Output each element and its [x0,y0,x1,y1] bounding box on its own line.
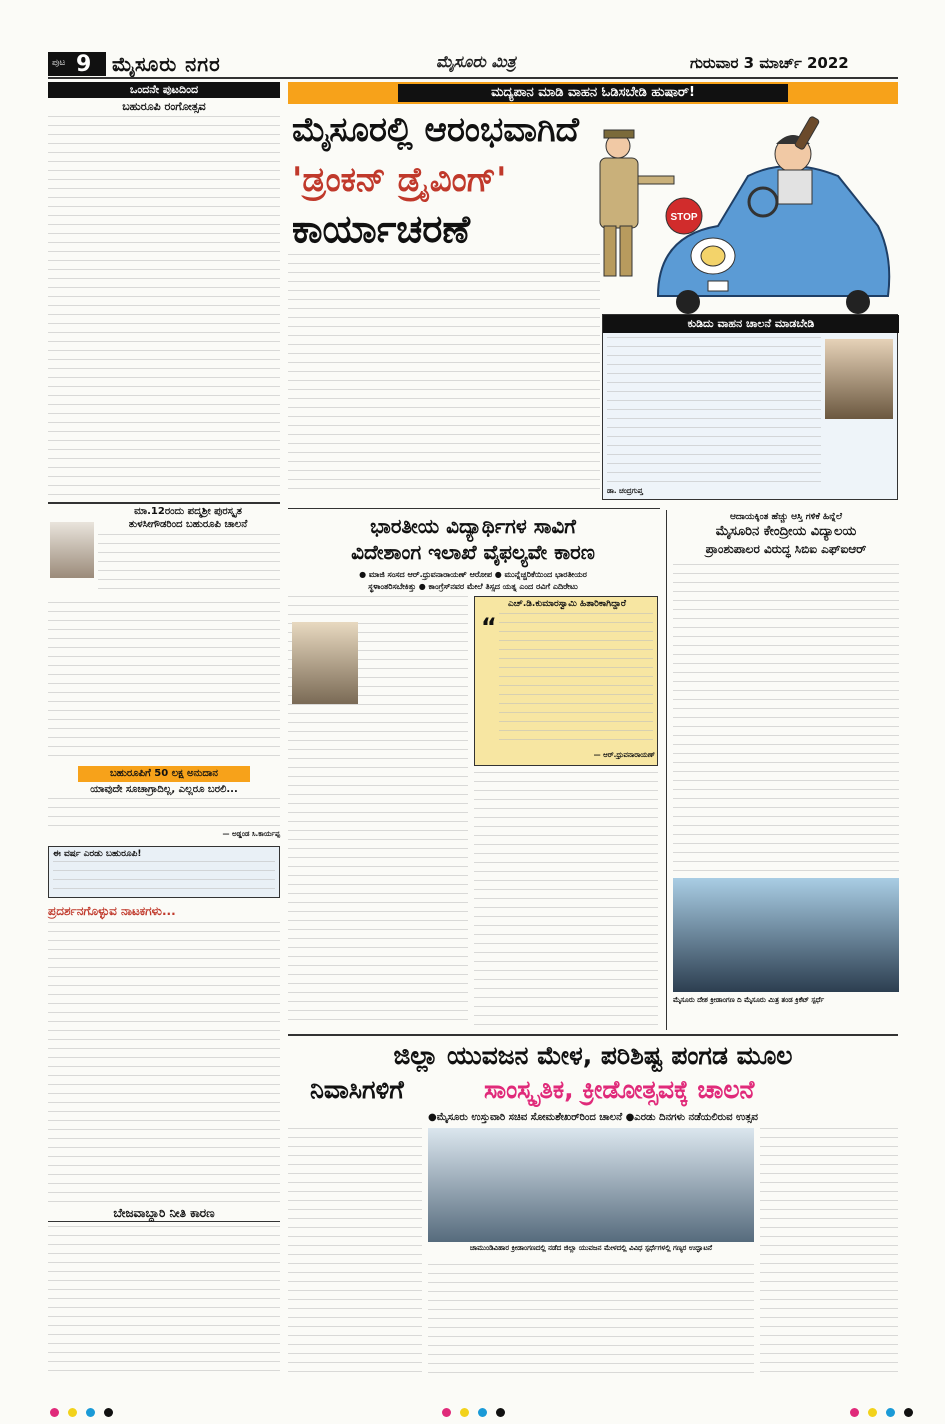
students-deck-1: ● ಮಾಜಿ ಸಂಸದ ಆರ್.ಧ್ರುವನಾರಾಯಣ್ ಆರೋಪ ● ಮುನ್ನೆಚ್ಚರಿಕೆಯಿಂದ ಭಾರತೀಯರ [359,570,587,579]
lead-story [288,82,898,500]
tulasi-box-sub: ತುಳಸೀಗೌಡರಿಂದ ಬಹುರೂಪಿ ಚಾಲನೆ [128,519,248,530]
stop-sign-text: STOP [670,212,698,223]
cbi-headline-2: ಪ್ರಾಂಶುಪಾಲರ ವಿರುದ್ಧ ಸಿಬಿಐ ಎಫ್‌ಐಆರ್ [705,542,867,556]
youth-fest-story [288,1034,898,1382]
issue-date: ಗುರುವಾರ 3 ಮಾರ್ಚ್ 2022 [690,54,849,72]
cricket-photo-caption: ಮೈಸೂರು ದೇಶ ಕ್ರೀಡಾಂಗಣ ದಿ ಮೈಸೂರು ಮಿತ್ರ ತಂಡ ಕ್ರಿಕೆಟ್ ಸ್ಪರ್ಧೆ [673,996,825,1004]
grant-box-credit: — ಅಡ್ಡಂಡ ಸಿ.ಕಾರ್ಯಪ್ಪ [222,830,280,838]
students-story [288,510,658,1030]
youth-body-mid [428,1264,754,1380]
magenta-dot [442,1408,451,1417]
plays-list [48,922,280,1202]
quote-mark-icon: “ [481,613,497,641]
section-name: ಮೈಸೂರು ನಗರ [112,52,221,76]
page-number-badge [48,52,106,76]
dont-drink-box-title: ಕುಡಿದು ವಾಹನ ಚಾಲನೆ ಮಾಡಬೇಡಿ [603,315,899,333]
students-headline-1: ಭಾರತೀಯ ವಿದ್ಯಾರ್ಥಿಗಳ ಸಾವಿಗೆ [370,514,576,538]
grant-box-body [48,798,280,830]
divider-story2 [288,508,660,509]
dont-drink-box-body [607,337,821,487]
lead-kicker [288,82,898,104]
cbi-body [673,564,899,874]
lead-body-left [288,254,600,494]
left-body-2 [48,602,280,762]
kumaraswamy-quote-head: ಎಚ್.ಡಿ.ಕುಮಾರಸ್ವಾಮಿ ಹಿತಾರಿಕಾಗಿದ್ದಾರೆ [507,599,627,609]
masthead [0,0,945,76]
cyan-dot [86,1408,95,1417]
tulasi-gowda-photo [50,522,94,578]
dont-drink-box [602,314,898,500]
chandragupta-caption: ಡಾ. ಚಂದ್ರಗುಪ್ತ [607,487,643,495]
youth-photo-caption: ಚಾಮುಂಡಿವಿಹಾರ ಕ್ರೀಡಾಂಗಣದಲ್ಲಿ ನಡೆದ ಜಿಲ್ಲಾ ಯುವಜನ ಮೇಳದಲ್ಲಿ ವಿವಿಧ ಸ್ಪರ್ಧೆಗಳಲ್ಲಿ ಗಣ್ಯರ ಉದ್ಘಾಟನೆ [469,1244,713,1252]
students-deck-2: ಸ್ಥಳಾಂತರಿಸಬೇಕಿತ್ತು ● ಕಾಂಗ್ರೆಸ್‌ನವರ ಮೇಲೆ ತಿಸ್ಸದ ಯತ್ನ ಎಂದ ರವಿಗೆ ಎದಿರೇಟು [368,582,578,591]
magenta-dot [50,1408,59,1417]
two-bahurupi-title: ಈ ವರ್ಷ ಎರಡು ಬಹುರೂಪಿ! [53,849,142,859]
paper-logo: ಮೈಸೂರು ಮಿತ್ರ [436,52,516,71]
cbi-kicker: ಆದಾಯಕ್ಕಿಂತ ಹೆಚ್ಚು ಆಸ್ತಿ ಗಳಿಕೆ ಹಿನ್ನೆಲೆ [729,512,843,522]
cbi-headline-1: ಮೈಸೂರಿನ ಕೇಂದ್ರೀಯ ವಿದ್ಯಾಲಯ [715,524,857,539]
lead-headline-3: ಕಾರ್ಯಾಚರಣೆ [292,207,471,251]
yellow-dot [460,1408,469,1417]
tulasi-box-title: ಮಾ.12ರಂದು ಪದ್ಮಶ್ರೀ ಪುರಸ್ಕೃತ [134,506,242,517]
continued-banner: ಒಂದನೇ ಪುಟದಿಂದ [48,82,280,98]
lead-headline-2: 'ಡ್ರಂಕನ್ ಡ್ರೈವಿಂಗ್' [292,160,507,200]
lead-headline-1: ಮೈಸೂರಲ್ಲಿ ಆರಂಭವಾಗಿದೆ [292,110,579,150]
cricket-photo [673,878,899,992]
youth-headline-1: ಜಿಲ್ಲಾ ಯುವಜನ ಮೇಳ, ಪರಿಶಿಷ್ಟ ಪಂಗಡ ಮೂಲ [393,1041,793,1070]
registration-marks-center [440,1402,507,1421]
youth-fest-photo [428,1128,754,1242]
black-dot [496,1408,505,1417]
tulasi-box-body [98,534,280,594]
youth-body-right [760,1128,898,1380]
magenta-dot [850,1408,859,1417]
grant-box-title: ಬಹುರೂಪಿಗೆ 50 ಲಕ್ಷ ಅನುದಾನ [78,766,250,782]
black-dot [104,1408,113,1417]
reason-heading: ಬೇಜವಾಬ್ದಾರಿ ನೀತಿ ಕಾರಣ [48,1206,280,1222]
yellow-dot [868,1408,877,1417]
two-bahurupi-body [53,861,275,895]
black-dot [904,1408,913,1417]
left-subhead: ಬಹುರೂಪಿ ರಂಗೋತ್ಸವ [122,100,206,113]
youth-headline-2b: ಸಾಂಸ್ಕೃತಿಕ, ಕ್ರೀಡೋತ್ಸವಕ್ಕೆ ಚಾಲನೆ [484,1075,755,1104]
youth-deck: ●ಮೈಸೂರು ಉಸ್ತುವಾರಿ ಸಚಿವ ಸೋಮಶೇಖರ್‌ರಿಂದ ಚಾಲನೆ ●ಎರಡು ದಿನಗಳು ನಡೆಯಲಿರುವ ಉತ್ಸವ [428,1112,758,1123]
chandragupta-photo [825,339,893,419]
reason-body [48,1226,280,1372]
cyan-dot [478,1408,487,1417]
grant-box-sub: ಯಾವುದೇ ಸೂಚಾಗ್ರಾದಿಲ್ಲ, ಎಲ್ಲರೂ ಬರಲಿ... [90,784,238,795]
registration-marks-right [848,1402,915,1421]
kumaraswamy-quote-body [499,613,653,743]
lead-kicker-text: ಮದ್ಯಪಾನ ಮಾಡಿ ವಾಹನ ಓಡಿಸಬೇಡಿ ಹುಷಾರ್! [398,84,788,102]
drunk-driving-cartoon [588,106,898,316]
grant-box [48,766,280,842]
students-body-2 [474,772,658,1026]
left-column [48,82,280,1382]
youth-headline-2a: ನಿವಾಸಿಗಳಿಗೆ [310,1075,404,1104]
kumaraswamy-quote [474,596,658,766]
registration-marks-left [48,1402,115,1421]
students-headline-2: ವಿದೇಶಾಂಗ ಇಲಾಖೆ ವೈಫಲ್ಯವೇ ಕಾರಣ [351,540,595,564]
kumaraswamy-quote-credit: — ಆರ್.ಧ್ರುವನಾರಾಯಣ್ [593,751,655,759]
plays-heading: ಪ್ರದರ್ಶನಗೊಳ್ಳುವ ನಾಟಕಗಳು... [48,904,176,918]
two-bahurupi-box [48,846,280,898]
left-body-1 [48,116,280,500]
cartoon-svg [588,106,898,316]
tulasi-box [48,502,280,598]
cyan-dot [886,1408,895,1417]
page-label: ಪುಟ [52,58,66,68]
cbi-story [666,510,898,1030]
dhruvanarayan-photo [292,622,358,704]
yellow-dot [68,1408,77,1417]
page-number: 9 [76,52,92,77]
youth-body-left [288,1128,422,1380]
masthead-rule [48,77,898,79]
